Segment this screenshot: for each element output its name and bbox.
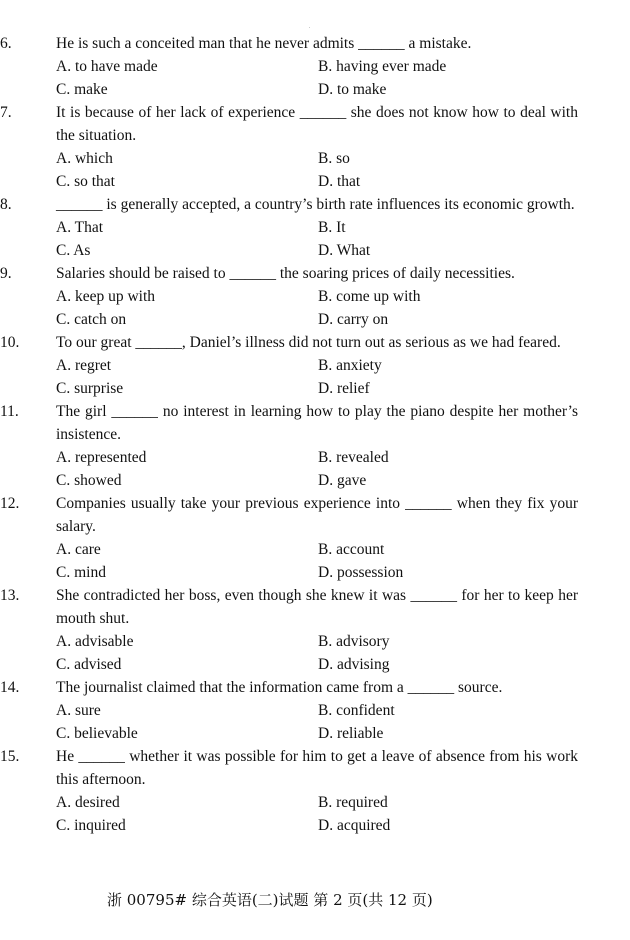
option-a: A. represented [56,449,147,466]
option-c: C. As [56,242,91,259]
option-c: C. showed [56,472,122,489]
question-text: ______ is generally accepted, a country’s birth rate influences its economic growth. [56,196,575,213]
question-stem [0,262,578,285]
question-10 [0,331,630,400]
option-a: A. to have made [56,58,158,75]
option-d: D. relief [318,380,370,397]
question-number: 6. [0,35,12,52]
question-text: It is because of her lack of experience ______ she does not know how to deal with the situation. [56,104,578,144]
option-a: A. care [56,541,101,558]
option-d: D. gave [318,472,367,489]
option-a: A. which [56,150,113,167]
question-number: 10. [0,334,20,351]
question-text: To our great ______, Daniel’s illness did not turn out as serious as we had feared. [56,334,561,351]
question-number: 15. [0,748,20,765]
question-stem [0,492,578,538]
option-a: A. desired [56,794,120,811]
option-c: C. catch on [56,311,127,328]
option-d: D. advising [318,656,390,673]
question-7 [0,101,630,193]
option-b: B. advisory [318,633,390,650]
question-8 [0,193,630,262]
question-text: He ______ whether it was possible for him to get a leave of absence from his work this afternoon. [56,748,578,788]
option-row [0,653,630,676]
question-number: 9. [0,265,12,282]
option-row [0,561,630,584]
exam-page [0,32,630,837]
options [0,55,630,101]
question-stem [0,676,578,699]
page-footer: 浙 00795# 综合英语(二)试题 第 2 页(共 12 页) [107,891,433,909]
option-c: C. advised [56,656,122,673]
option-row [0,170,630,193]
option-d: D. that [318,173,361,190]
question-stem [0,331,578,354]
option-row [0,216,630,239]
question-text: He is such a conceited man that he never admits ______ a mistake. [56,35,472,52]
option-row [0,791,630,814]
options [0,699,630,745]
option-row [0,814,630,837]
option-a: A. sure [56,702,101,719]
option-row [0,377,630,400]
option-row [0,285,630,308]
option-d: D. possession [318,564,404,581]
option-d: D. to make [318,81,387,98]
option-d: D. carry on [318,311,389,328]
options [0,285,630,331]
option-b: B. anxiety [318,357,382,374]
question-9 [0,262,630,331]
options [0,354,630,400]
question-text: She contradicted her boss, even though she knew it was ______ for her to keep her mouth shut. [56,587,578,627]
option-c: C. surprise [56,380,124,397]
question-12 [0,492,630,584]
question-number: 11. [0,403,19,420]
question-6 [0,32,630,101]
question-stem [0,193,578,216]
option-row [0,354,630,377]
question-stem [0,745,578,791]
question-number: 13. [0,587,20,604]
option-b: B. required [318,794,388,811]
option-b: B. revealed [318,449,389,466]
option-b: B. having ever made [318,58,447,75]
option-a: A. That [56,219,104,236]
option-row [0,239,630,262]
option-row [0,538,630,561]
option-c: C. make [56,81,108,98]
options [0,538,630,584]
option-c: C. so that [56,173,115,190]
option-b: B. so [318,150,350,167]
options [0,216,630,262]
option-d: D. reliable [318,725,384,742]
option-row [0,308,630,331]
option-row [0,446,630,469]
options [0,446,630,492]
option-c: C. inquired [56,817,126,834]
option-row [0,630,630,653]
question-stem [0,101,578,147]
question-number: 12. [0,495,20,512]
question-number: 8. [0,196,12,213]
option-row [0,55,630,78]
question-text: Salaries should be raised to ______ the soaring prices of daily necessities. [56,265,515,282]
option-b: B. come up with [318,288,421,305]
options [0,630,630,676]
option-d: D. acquired [318,817,391,834]
question-14 [0,676,630,745]
option-b: B. confident [318,702,395,719]
option-row [0,722,630,745]
question-number: 7. [0,104,12,121]
question-stem [0,584,578,630]
question-number: 14. [0,679,20,696]
question-text: Companies usually take your previous experience into ______ when they fix your salary. [56,495,578,535]
scan-speck [309,27,310,28]
option-d: D. What [318,242,371,259]
options [0,147,630,193]
question-stem [0,32,578,55]
question-11 [0,400,630,492]
option-a: A. advisable [56,633,134,650]
option-row [0,147,630,170]
option-b: B. account [318,541,385,558]
option-row [0,78,630,101]
question-stem [0,400,578,446]
option-c: C. believable [56,725,138,742]
question-15 [0,745,630,837]
option-row [0,469,630,492]
option-b: B. It [318,219,346,236]
question-text: The girl ______ no interest in learning how to play the piano despite her mother’s insistence. [56,403,578,443]
question-13 [0,584,630,676]
question-text: The journalist claimed that the information came from a ______ source. [56,679,503,696]
options [0,791,630,837]
option-a: A. keep up with [56,288,156,305]
option-c: C. mind [56,564,106,581]
option-row [0,699,630,722]
option-a: A. regret [56,357,112,374]
